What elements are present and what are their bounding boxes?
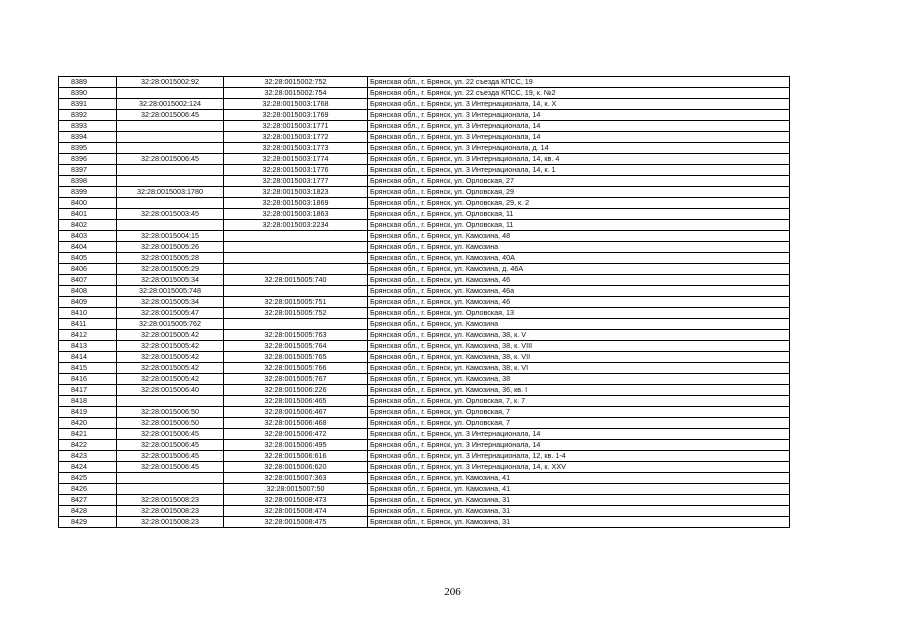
- row-number-cell: 8408: [59, 286, 117, 297]
- row-number-cell: 8421: [59, 429, 117, 440]
- cadastral-object-cell: 32:28:0015005:767: [224, 374, 368, 385]
- table-row: [59, 165, 790, 176]
- table-row: [59, 286, 790, 297]
- cadastral-object-cell: 32:28:0015008:475: [224, 517, 368, 528]
- table-row: [59, 319, 790, 330]
- row-number-cell: 8392: [59, 110, 117, 121]
- table-row: [59, 209, 790, 220]
- row-number-cell: 8416: [59, 374, 117, 385]
- address-cell: Брянская обл., г. Брянск, ул. 3 Интернационала, 14, к. 1: [368, 165, 790, 176]
- address-cell: Брянская обл., г. Брянск, ул. Орловская, 13: [368, 308, 790, 319]
- cadastral-parent-cell: 32:28:0015003:45: [117, 209, 224, 220]
- address-cell: Брянская обл., г. Брянск, ул. Камозина, 41: [368, 484, 790, 495]
- address-cell: Брянская обл., г. Брянск, ул. Камозина, 31: [368, 506, 790, 517]
- row-number-cell: 8406: [59, 264, 117, 275]
- cadastral-registry-table: [58, 76, 790, 528]
- table-row: [59, 121, 790, 132]
- table-row: [59, 484, 790, 495]
- cadastral-parent-cell: [117, 132, 224, 143]
- table-row: [59, 308, 790, 319]
- row-number-cell: 8422: [59, 440, 117, 451]
- row-number-cell: 8399: [59, 187, 117, 198]
- cadastral-object-cell: [224, 264, 368, 275]
- row-number-cell: 8423: [59, 451, 117, 462]
- row-number-cell: 8405: [59, 253, 117, 264]
- cadastral-object-cell: 32:28:0015003:1772: [224, 132, 368, 143]
- cadastral-object-cell: 32:28:0015003:1776: [224, 165, 368, 176]
- row-number-cell: 8411: [59, 319, 117, 330]
- cadastral-object-cell: 32:28:0015003:1774: [224, 154, 368, 165]
- cadastral-object-cell: 32:28:0015003:2234: [224, 220, 368, 231]
- cadastral-object-cell: [224, 242, 368, 253]
- cadastral-parent-cell: 32:28:0015005:29: [117, 264, 224, 275]
- cadastral-object-cell: [224, 286, 368, 297]
- cadastral-object-cell: 32:28:0015003:1823: [224, 187, 368, 198]
- table-row: [59, 231, 790, 242]
- table-row: [59, 341, 790, 352]
- row-number-cell: 8393: [59, 121, 117, 132]
- cadastral-parent-cell: 32:28:0015006:45: [117, 154, 224, 165]
- cadastral-parent-cell: [117, 473, 224, 484]
- row-number-cell: 8401: [59, 209, 117, 220]
- row-number-cell: 8409: [59, 297, 117, 308]
- row-number-cell: 8427: [59, 495, 117, 506]
- table-row: [59, 363, 790, 374]
- row-number-cell: 8415: [59, 363, 117, 374]
- row-number-cell: 8417: [59, 385, 117, 396]
- cadastral-object-cell: 32:28:0015006:465: [224, 396, 368, 407]
- table-row: [59, 473, 790, 484]
- table-row: [59, 187, 790, 198]
- cadastral-object-cell: [224, 253, 368, 264]
- address-cell: Брянская обл., г. Брянск, ул. 22 съезда КПСС, 19: [368, 77, 790, 88]
- cadastral-object-cell: 32:28:0015007:363: [224, 473, 368, 484]
- table-row: [59, 418, 790, 429]
- cadastral-object-cell: 32:28:0015006:616: [224, 451, 368, 462]
- table-row: [59, 88, 790, 99]
- cadastral-parent-cell: 32:28:0015006:50: [117, 407, 224, 418]
- table-row: [59, 451, 790, 462]
- cadastral-object-cell: 32:28:0015006:495: [224, 440, 368, 451]
- row-number-cell: 8394: [59, 132, 117, 143]
- row-number-cell: 8413: [59, 341, 117, 352]
- row-number-cell: 8419: [59, 407, 117, 418]
- address-cell: Брянская обл., г. Брянск, ул. 3 Интернационала, 14: [368, 429, 790, 440]
- address-cell: Брянская обл., г. Брянск, ул. Орловская, 11: [368, 209, 790, 220]
- page-number: 206: [444, 586, 461, 598]
- cadastral-parent-cell: 32:28:0015005:42: [117, 330, 224, 341]
- cadastral-parent-cell: [117, 88, 224, 99]
- row-number-cell: 8414: [59, 352, 117, 363]
- cadastral-parent-cell: 32:28:0015005:28: [117, 253, 224, 264]
- address-cell: Брянская обл., г. Брянск, ул. Камозина, 31: [368, 495, 790, 506]
- address-cell: Брянская обл., г. Брянск, ул. 3 Интернационала, 14: [368, 440, 790, 451]
- cadastral-object-cell: 32:28:0015003:1769: [224, 110, 368, 121]
- address-cell: Брянская обл., г. Брянск, ул. Орловская, 11: [368, 220, 790, 231]
- table-row: [59, 253, 790, 264]
- address-cell: Брянская обл., г. Брянск, ул. Камозина, 40А: [368, 253, 790, 264]
- address-cell: Брянская обл., г. Брянск, ул. Камозина, д. 46А: [368, 264, 790, 275]
- cadastral-parent-cell: 32:28:0015005:42: [117, 363, 224, 374]
- address-cell: Брянская обл., г. Брянск, ул. Орловская, 7: [368, 407, 790, 418]
- table-row: [59, 198, 790, 209]
- row-number-cell: 8395: [59, 143, 117, 154]
- cadastral-parent-cell: 32:28:0015002:124: [117, 99, 224, 110]
- cadastral-object-cell: 32:28:0015005:740: [224, 275, 368, 286]
- table-row: [59, 132, 790, 143]
- row-number-cell: 8400: [59, 198, 117, 209]
- table-row: [59, 429, 790, 440]
- address-cell: Брянская обл., г. Брянск, ул. 3 Интернационала, 14, к. X: [368, 99, 790, 110]
- address-cell: Брянская обл., г. Брянск, ул. Орловская, 29: [368, 187, 790, 198]
- row-number-cell: 8425: [59, 473, 117, 484]
- cadastral-object-cell: [224, 319, 368, 330]
- cadastral-parent-cell: 32:28:0015006:45: [117, 440, 224, 451]
- cadastral-parent-cell: 32:28:0015005:47: [117, 308, 224, 319]
- cadastral-parent-cell: 32:28:0015005:42: [117, 374, 224, 385]
- table-row: [59, 506, 790, 517]
- address-cell: Брянская обл., г. Брянск, ул. 3 Интернационала, д. 14: [368, 143, 790, 154]
- table-row: [59, 396, 790, 407]
- address-cell: Брянская обл., г. Брянск, ул. Камозина, 48: [368, 231, 790, 242]
- cadastral-parent-cell: [117, 198, 224, 209]
- address-cell: Брянская обл., г. Брянск, ул. Камозина, 38: [368, 374, 790, 385]
- cadastral-parent-cell: 32:28:0015004:15: [117, 231, 224, 242]
- cadastral-parent-cell: [117, 484, 224, 495]
- cadastral-parent-cell: 32:28:0015006:50: [117, 418, 224, 429]
- cadastral-parent-cell: [117, 176, 224, 187]
- row-number-cell: 8397: [59, 165, 117, 176]
- table-row: [59, 275, 790, 286]
- address-cell: Брянская обл., г. Брянск, ул. Камозина, 31: [368, 517, 790, 528]
- cadastral-parent-cell: 32:28:0015008:23: [117, 517, 224, 528]
- cadastral-parent-cell: 32:28:0015005:42: [117, 341, 224, 352]
- row-number-cell: 8398: [59, 176, 117, 187]
- cadastral-object-cell: 32:28:0015003:1771: [224, 121, 368, 132]
- address-cell: Брянская обл., г. Брянск, ул. Камозина, 38, к. VI: [368, 363, 790, 374]
- row-number-cell: 8403: [59, 231, 117, 242]
- address-cell: Брянская обл., г. Брянск, ул. 3 Интернационала, 14, кв. 4: [368, 154, 790, 165]
- address-cell: Брянская обл., г. Брянск, ул. 3 Интернационала, 14, к. XXV: [368, 462, 790, 473]
- row-number-cell: 8396: [59, 154, 117, 165]
- table-row: [59, 99, 790, 110]
- cadastral-parent-cell: 32:28:0015008:23: [117, 506, 224, 517]
- row-number-cell: 8418: [59, 396, 117, 407]
- registry-table-body: [59, 77, 790, 528]
- table-row: [59, 374, 790, 385]
- table-row: [59, 154, 790, 165]
- cadastral-parent-cell: 32:28:0015006:40: [117, 385, 224, 396]
- address-cell: Брянская обл., г. Брянск, ул. Камозина, 38, к. VIII: [368, 341, 790, 352]
- cadastral-parent-cell: 32:28:0015005:34: [117, 275, 224, 286]
- table-row: [59, 517, 790, 528]
- cadastral-object-cell: 32:28:0015003:1863: [224, 209, 368, 220]
- cadastral-parent-cell: 32:28:0015006:45: [117, 429, 224, 440]
- cadastral-parent-cell: 32:28:0015006:45: [117, 462, 224, 473]
- cadastral-parent-cell: 32:28:0015005:762: [117, 319, 224, 330]
- row-number-cell: 8407: [59, 275, 117, 286]
- table-row: [59, 297, 790, 308]
- cadastral-parent-cell: 32:28:0015005:42: [117, 352, 224, 363]
- cadastral-object-cell: 32:28:0015005:751: [224, 297, 368, 308]
- address-cell: Брянская обл., г. Брянск, ул. 22 съезда КПСС, 19, к. №2: [368, 88, 790, 99]
- row-number-cell: 8426: [59, 484, 117, 495]
- table-row: [59, 407, 790, 418]
- row-number-cell: 8429: [59, 517, 117, 528]
- cadastral-object-cell: 32:28:0015005:763: [224, 330, 368, 341]
- cadastral-parent-cell: 32:28:0015006:45: [117, 110, 224, 121]
- cadastral-object-cell: 32:28:0015005:752: [224, 308, 368, 319]
- row-number-cell: 8410: [59, 308, 117, 319]
- cadastral-object-cell: 32:28:0015003:1768: [224, 99, 368, 110]
- cadastral-parent-cell: 32:28:0015003:1780: [117, 187, 224, 198]
- cadastral-parent-cell: 32:28:0015002:92: [117, 77, 224, 88]
- cadastral-parent-cell: 32:28:0015005:748: [117, 286, 224, 297]
- address-cell: Брянская обл., г. Брянск, ул. Камозина, 46: [368, 275, 790, 286]
- cadastral-parent-cell: 32:28:0015008:23: [117, 495, 224, 506]
- address-cell: Брянская обл., г. Брянск, ул. Камозина, 46: [368, 297, 790, 308]
- cadastral-object-cell: 32:28:0015008:474: [224, 506, 368, 517]
- address-cell: Брянская обл., г. Брянск, ул. Орловская, 7, к. 7: [368, 396, 790, 407]
- address-cell: Брянская обл., г. Брянск, ул. 3 Интернационала, 14: [368, 132, 790, 143]
- table-row: [59, 77, 790, 88]
- row-number-cell: 8404: [59, 242, 117, 253]
- address-cell: Брянская обл., г. Брянск, ул. Камозина, 38, к. VII: [368, 352, 790, 363]
- address-cell: Брянская обл., г. Брянск, ул. Орловская, 27: [368, 176, 790, 187]
- cadastral-parent-cell: [117, 121, 224, 132]
- cadastral-object-cell: 32:28:0015005:766: [224, 363, 368, 374]
- row-number-cell: 8412: [59, 330, 117, 341]
- cadastral-object-cell: 32:28:0015007:50: [224, 484, 368, 495]
- address-cell: Брянская обл., г. Брянск, ул. 3 Интернационала, 12, кв. 1-4: [368, 451, 790, 462]
- table-row: [59, 143, 790, 154]
- table-row: [59, 220, 790, 231]
- cadastral-parent-cell: 32:28:0015005:34: [117, 297, 224, 308]
- cadastral-object-cell: 32:28:0015005:764: [224, 341, 368, 352]
- address-cell: Брянская обл., г. Брянск, ул. 3 Интернационала, 14: [368, 110, 790, 121]
- row-number-cell: 8391: [59, 99, 117, 110]
- cadastral-object-cell: 32:28:0015003:1777: [224, 176, 368, 187]
- table-row: [59, 495, 790, 506]
- row-number-cell: 8420: [59, 418, 117, 429]
- cadastral-parent-cell: [117, 165, 224, 176]
- table-row: [59, 385, 790, 396]
- row-number-cell: 8424: [59, 462, 117, 473]
- cadastral-object-cell: 32:28:0015005:765: [224, 352, 368, 363]
- row-number-cell: 8428: [59, 506, 117, 517]
- row-number-cell: 8390: [59, 88, 117, 99]
- table-row: [59, 352, 790, 363]
- address-cell: Брянская обл., г. Брянск, ул. Камозина, 46а: [368, 286, 790, 297]
- cadastral-parent-cell: [117, 396, 224, 407]
- row-number-cell: 8389: [59, 77, 117, 88]
- table-row: [59, 440, 790, 451]
- cadastral-object-cell: 32:28:0015002:754: [224, 88, 368, 99]
- table-row: [59, 330, 790, 341]
- cadastral-object-cell: 32:28:0015006:226: [224, 385, 368, 396]
- address-cell: Брянская обл., г. Брянск, ул. Камозина, 38, к. V: [368, 330, 790, 341]
- address-cell: Брянская обл., г. Брянск, ул. Камозина, 36, кв. I: [368, 385, 790, 396]
- cadastral-parent-cell: 32:28:0015006:45: [117, 451, 224, 462]
- address-cell: Брянская обл., г. Брянск, ул. Камозина: [368, 319, 790, 330]
- cadastral-object-cell: 32:28:0015008:473: [224, 495, 368, 506]
- cadastral-object-cell: 32:28:0015003:1773: [224, 143, 368, 154]
- table-row: [59, 110, 790, 121]
- table-row: [59, 462, 790, 473]
- address-cell: Брянская обл., г. Брянск, ул. 3 Интернационала, 14: [368, 121, 790, 132]
- cadastral-object-cell: [224, 231, 368, 242]
- address-cell: Брянская обл., г. Брянск, ул. Орловская, 29, к. 2: [368, 198, 790, 209]
- cadastral-object-cell: 32:28:0015006:472: [224, 429, 368, 440]
- cadastral-parent-cell: [117, 143, 224, 154]
- table-row: [59, 242, 790, 253]
- cadastral-object-cell: 32:28:0015006:467: [224, 407, 368, 418]
- address-cell: Брянская обл., г. Брянск, ул. Камозина, 41: [368, 473, 790, 484]
- cadastral-object-cell: 32:28:0015003:1869: [224, 198, 368, 209]
- cadastral-parent-cell: [117, 220, 224, 231]
- address-cell: Брянская обл., г. Брянск, ул. Орловская, 7: [368, 418, 790, 429]
- cadastral-parent-cell: 32:28:0015005:26: [117, 242, 224, 253]
- address-cell: Брянская обл., г. Брянск, ул. Камозина: [368, 242, 790, 253]
- cadastral-object-cell: 32:28:0015006:468: [224, 418, 368, 429]
- row-number-cell: 8402: [59, 220, 117, 231]
- table-row: [59, 264, 790, 275]
- table-row: [59, 176, 790, 187]
- cadastral-object-cell: 32:28:0015006:620: [224, 462, 368, 473]
- cadastral-object-cell: 32:28:0015002:752: [224, 77, 368, 88]
